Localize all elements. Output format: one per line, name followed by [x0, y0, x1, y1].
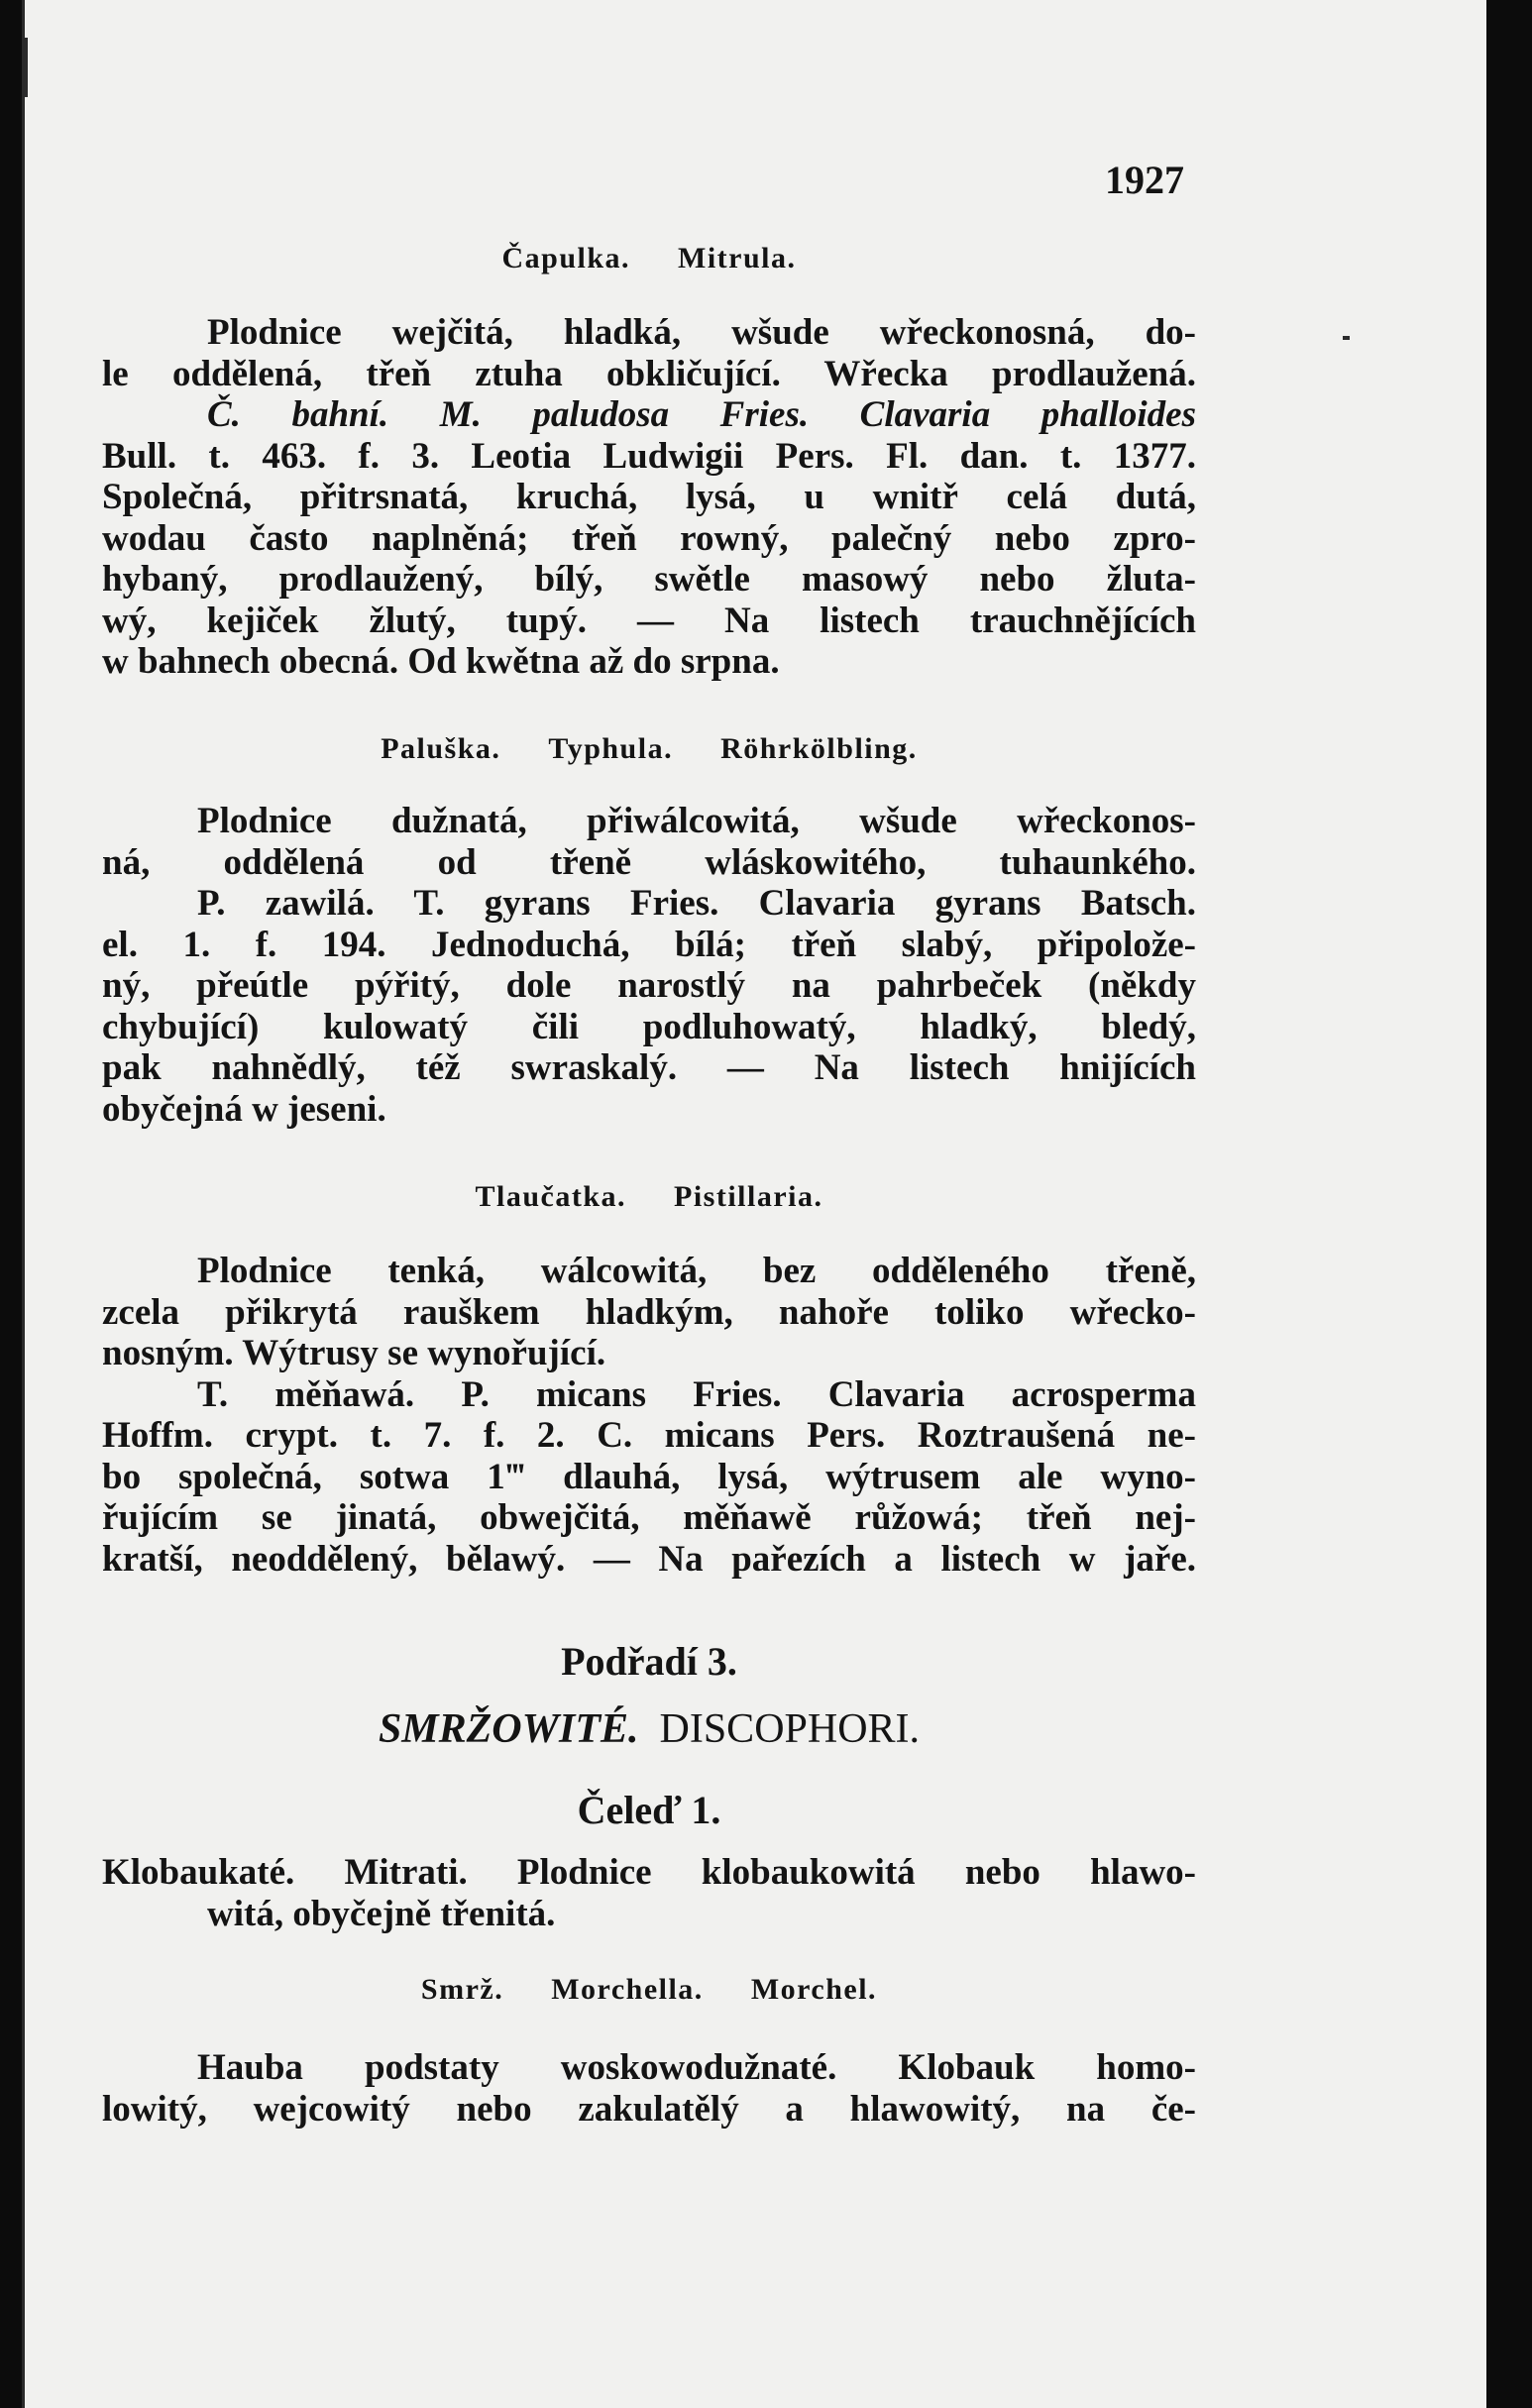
text-line: wý, kejiček žlutý, tupý. — Na listech trauchnějících — [102, 600, 1196, 641]
text-line: Plodnice wejčitá, hladká, wšude wřeckonosná, do- — [207, 312, 1196, 353]
genus-cz: Paluška. — [381, 732, 501, 765]
text-line: pak nahnědlý, též swraskalý. — Na listech hnijících — [102, 1047, 1196, 1088]
text-line: T. měňawá. P. micans Fries. Clavaria acrosperma — [197, 1373, 1196, 1415]
text-line: le oddělená, třeň ztuha obkličující. Wřecka prodlaužená. — [102, 353, 1196, 394]
text-line: wodau často naplněná; třeň rowný, palečný nebo zpro- — [102, 517, 1196, 559]
text-line: Hoffm. crypt. t. 7. f. 2. C. micans Pers. Roztraušená ne- — [102, 1415, 1196, 1456]
genus-cz: Tlaučatka. — [475, 1180, 627, 1213]
suborder-name-cz: SMRŽOWITÉ. — [378, 1706, 639, 1752]
paragraph-capulka — [102, 312, 1196, 683]
text-line: Plodnice tenká, wálcowitá, bez odděleného třeně, — [197, 1251, 1196, 1291]
paragraph-paluska — [102, 801, 1196, 1130]
text-line: ná, oddělená od třeně wláskowitého, tuhaunkého. — [102, 841, 1196, 883]
genus-lat: Typhula. — [548, 732, 674, 765]
genus-lat: Mitrula. — [678, 242, 797, 274]
text-line: kratší, neoddělený, bělawý. — Na pařezích a listech w jaře. — [102, 1538, 1196, 1580]
genus-de: Morchel. — [750, 1973, 878, 2006]
text-line: ný, přeútle pýřitý, dole narostlý na pahrbeček (někdy — [102, 965, 1196, 1006]
genus-de: Röhrkölbling. — [720, 732, 918, 765]
heading-tlaucatka — [102, 1176, 1196, 1218]
text-line: řujícím se jinatá, obwejčitá, měňawě růžowá; třeň nej- — [102, 1497, 1196, 1538]
text-line: Bull. t. 463. f. 3. Leotia Ludwigii Pers. Fl. dan. t. 1377. — [102, 435, 1196, 477]
suborder-title — [102, 1706, 1196, 1752]
suborder-label: Podřadí 3. — [561, 1639, 737, 1684]
text-line: witá, obyčejně třenitá. — [207, 1893, 556, 1934]
paragraph-smrz — [102, 2047, 1196, 2130]
genus-cz: Smrž. — [420, 1973, 504, 2006]
text-line: Klobaukaté. Mitrati. Plodnice klobaukowitá nebo hlawo- — [102, 1852, 1196, 1893]
text-line: nosným. Wýtrusy se wynořující. — [102, 1333, 606, 1373]
text-line: Společná, přitrsnatá, kruchá, lysá, u wnitř celá dutá, — [102, 477, 1196, 517]
genus-lat: Morchella. — [551, 1973, 704, 2006]
text-line: el. 1. f. 194. Jednoduchá, bílá; třeň slabý, připolože- — [102, 924, 1196, 965]
family-label: Čeleď 1. — [577, 1788, 721, 1832]
text-line: hybaný, prodlaužený, bílý, swětle masowý nebo žluta- — [102, 559, 1196, 600]
heading-paluska — [102, 728, 1196, 770]
text-line: Hauba podstaty woskowodužnaté. Klobauk homo- — [197, 2047, 1196, 2088]
heading-capulka — [102, 238, 1196, 279]
genus-lat: Pistillaria. — [674, 1180, 823, 1213]
book-page — [22, 0, 1486, 2408]
text-line: zcela přikrytá rauškem hladkým, nahoře toliko wřecko- — [102, 1291, 1196, 1333]
text-line: P. zawilá. T. gyrans Fries. Clavaria gyrans Batsch. — [197, 883, 1196, 924]
text-line: bo společná, sotwa 1‴ dlauhá, lysá, wýtrusem ale wyno- — [102, 1456, 1196, 1497]
text-line: Plodnice dužnatá, přiwálcowitá, wšude wřeckonos- — [197, 801, 1196, 841]
text-line: lowitý, wejcowitý nebo zakulatělý a hlawowitý, na če- — [102, 2088, 1196, 2130]
text-line: w bahnech obecná. Od kwětna až do srpna. — [102, 641, 780, 682]
heading-smrz — [102, 1969, 1196, 2011]
genus-cz: Čapulka. — [501, 242, 631, 274]
suborder-name-lat: DISCOPHORI. — [659, 1706, 921, 1752]
text-line: obyčejná w jeseni. — [102, 1088, 386, 1130]
scan-dot — [1343, 336, 1350, 340]
text-line: chybující) kulowatý čili podluhowatý, hladký, bledý, — [102, 1006, 1196, 1047]
scan-mark-top — [25, 38, 28, 97]
paragraph-tlaucatka — [102, 1251, 1196, 1580]
paragraph-klobaukate — [102, 1852, 1196, 1934]
text-line: Č. bahní. M. paludosa Fries. Clavaria phalloides — [207, 394, 1196, 435]
page-number: 1927 — [1105, 158, 1184, 202]
